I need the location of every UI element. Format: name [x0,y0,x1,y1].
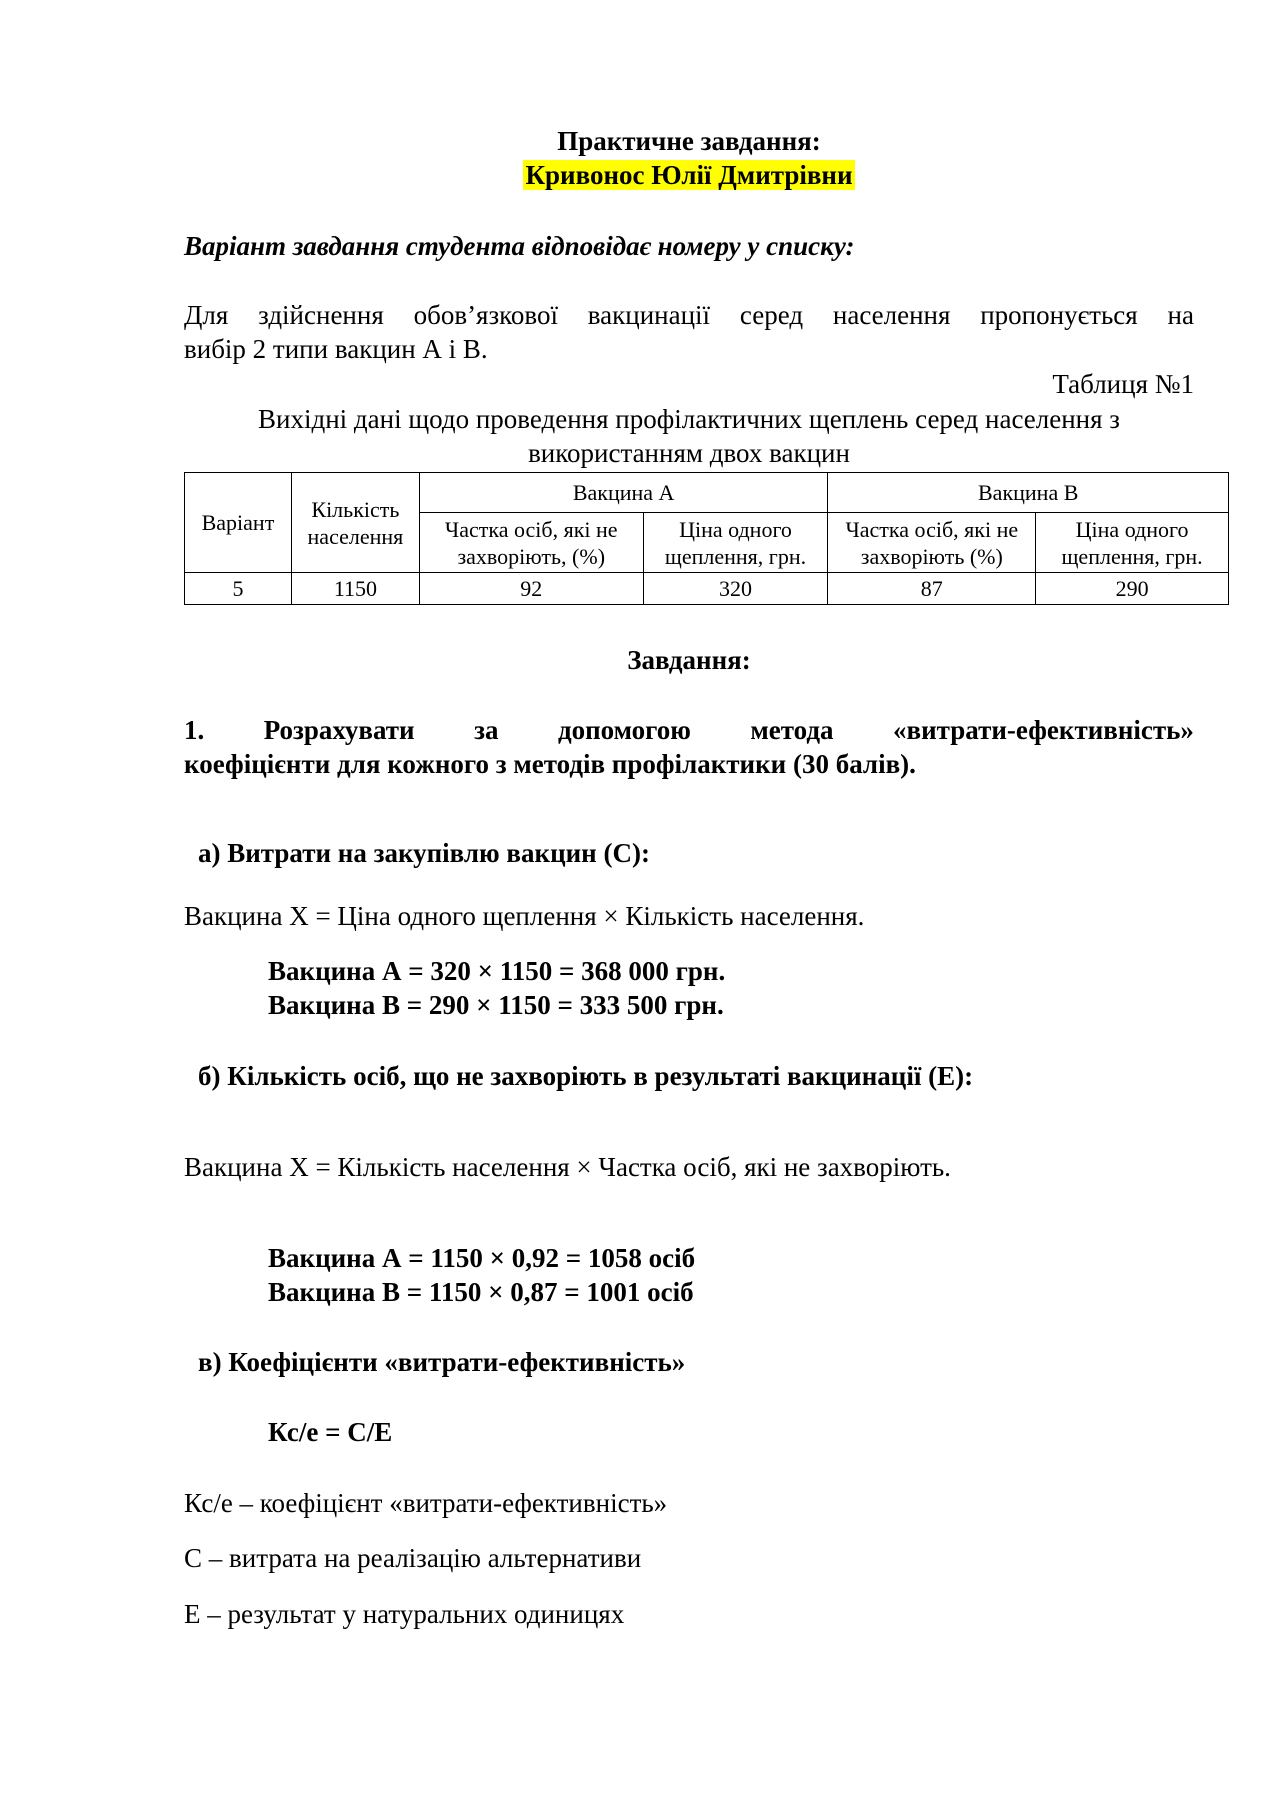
definition-kce: Кс/е – коефіцієнт «витрати-ефективність» [184,1488,668,1518]
word: здійснення [258,300,384,330]
student-name-highlight: Кривонос Юлії Дмитрівни [525,160,853,190]
header-variant: Варіант [185,473,292,573]
cell-price-b: 290 [1036,573,1229,605]
header-share-a: Частка осіб, які не захворіють, (%) [419,513,643,573]
header-share-b: Частка осіб, які не захворіють (%) [828,513,1036,573]
header-population: Кількість населення [291,473,419,573]
word: Для [184,300,229,330]
word: метода [750,715,834,745]
word: вакцинації [587,300,711,330]
header-price-a: Ціна одного щеплення, грн. [643,513,828,573]
word: серед [739,300,804,330]
word: Розрахувати [263,715,415,745]
word: на [1167,300,1194,330]
word: «витрати-ефективність» [893,715,1194,745]
task-heading: Завдання: [627,645,751,675]
cell-variant: 5 [185,573,292,605]
definition-e: Е – результат у натуральних одиницях [184,1599,625,1629]
task1-line-1 [184,713,1194,747]
intro-line-2: вибір 2 типи вакцин А і В. [184,334,488,364]
section-b-heading: б) Кількість осіб, що не захворіють в результаті вакцинації (Е): [198,1061,974,1091]
section-a-heading: а) Витрати на закупівлю вакцин (С): [198,838,650,868]
table-number: Таблиця №1 [1052,369,1194,399]
section-b-calc-a: Вакцина А = 1150 × 0,92 = 1058 осіб [268,1243,696,1273]
section-a-calc-a: Вакцина А = 320 × 1150 = 368 000 грн. [268,956,726,986]
task1-line-2: коефіцієнти для кожного з методів профілактики (30 балів). [184,749,916,779]
word: допомогою [557,715,691,745]
page-title [184,124,1194,158]
header-vaccine-a: Вакцина А [419,473,828,513]
section-a-formula: Вакцина Х = Ціна одного щеплення × Кількість населення. [184,901,865,931]
word: обов’язкової [413,300,558,330]
cell-price-a: 320 [643,573,828,605]
section-b-formula: Вакцина Х = Кількість населення × Частка осіб, які не захворіють. [184,1152,951,1182]
table-caption-line-1: Вихідні дані щодо проведення профілактичних щеплень серед населення з [258,404,1120,434]
word: за [474,715,499,745]
source-data-table [184,472,1229,605]
word: населення [832,300,951,330]
word: пропонується [980,300,1138,330]
cell-share-b: 87 [828,573,1036,605]
table-caption-line-2: використанням двох вакцин [528,438,850,468]
header-vaccine-b: Вакцина В [828,473,1229,513]
student-name [184,158,1194,192]
cell-share-a: 92 [419,573,643,605]
intro-line-1 [184,298,1194,332]
definition-c: С – витрата на реалізацію альтернативи [184,1543,642,1573]
variant-note: Варіант завдання студента відповідає номеру у списку: [184,231,855,261]
title-text: Практичне завдання: [557,126,821,156]
word: 1. [184,715,205,745]
section-a-calc-b: Вакцина В = 290 × 1150 = 333 500 грн. [268,990,724,1020]
table-row [185,573,1229,605]
section-c-heading: в) Коефіцієнти «витрати-ефективність» [198,1347,686,1377]
header-price-b: Ціна одного щеплення, грн. [1036,513,1229,573]
cell-population: 1150 [291,573,419,605]
section-b-calc-b: Вакцина В = 1150 × 0,87 = 1001 осіб [268,1277,694,1307]
section-c-formula: Кс/е = С/Е [268,1417,393,1447]
